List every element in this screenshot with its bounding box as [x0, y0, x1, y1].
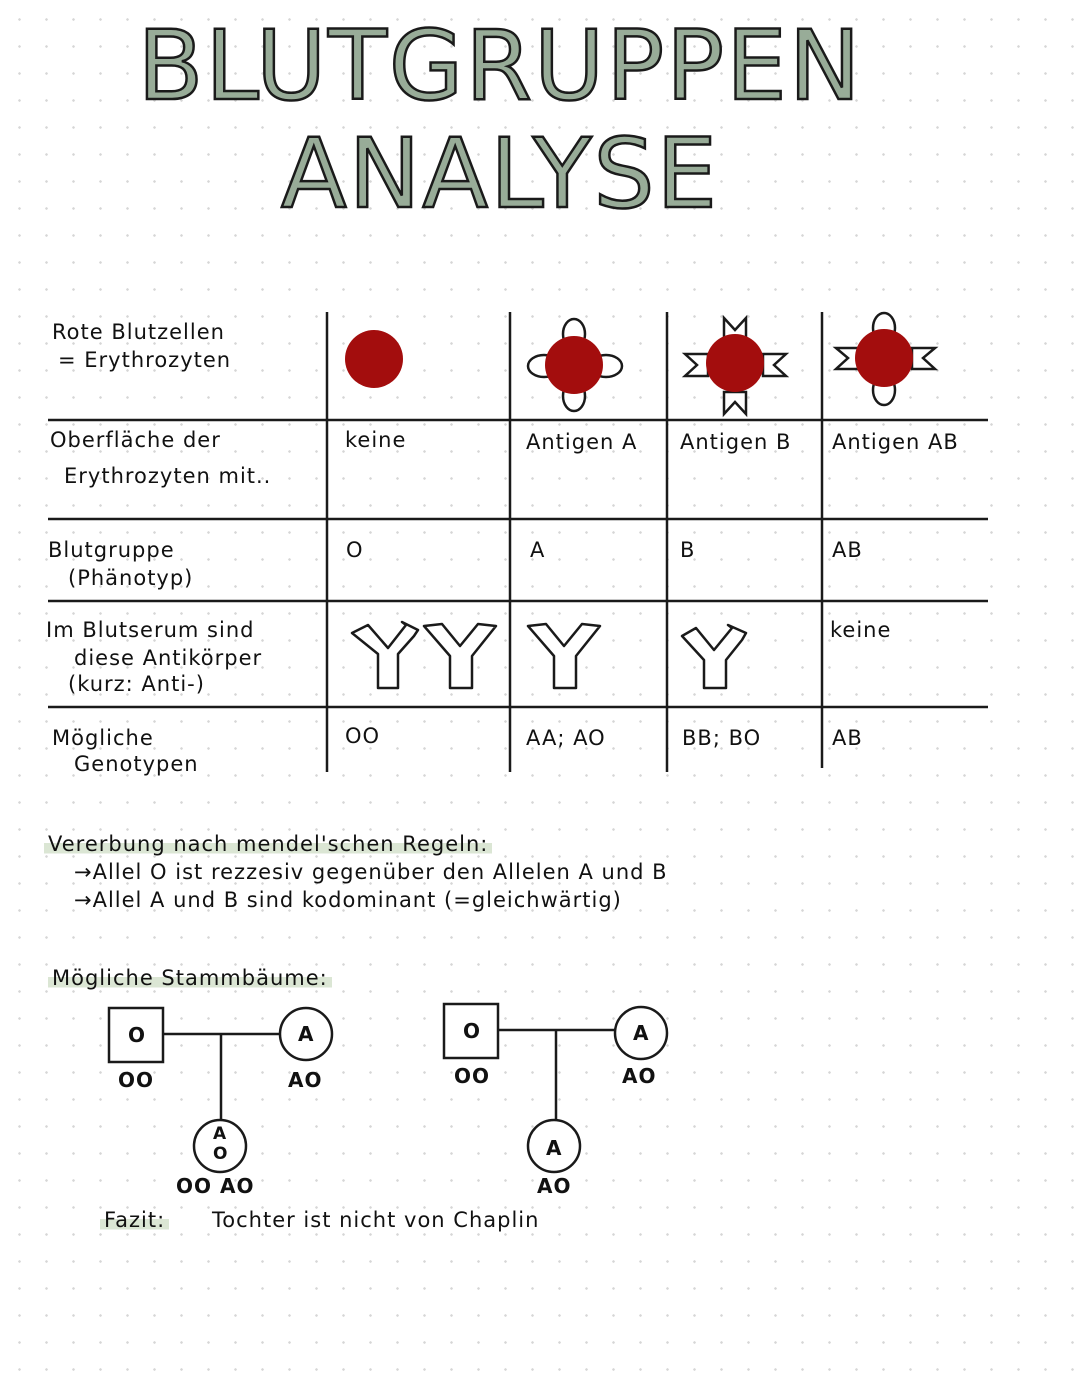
- antibody-anti-b-icon: [528, 624, 600, 688]
- row-label-surface: Oberfläche der: [50, 428, 221, 452]
- row-label-antibodies-sub: diese Antikörper: [74, 646, 263, 670]
- pedigree-child-genotypes: OO AO: [176, 1174, 255, 1198]
- table-cell: O: [346, 538, 364, 562]
- pedigree-father-label: O: [128, 1023, 147, 1047]
- page-title: BLUTGRUPPEN: [137, 10, 863, 122]
- pedigree-father-label: O: [463, 1019, 482, 1043]
- pedigree-child-label-top: A: [213, 1124, 228, 1144]
- antibody-anti-a-icon: [424, 624, 496, 688]
- pedigree-mother-label: A: [633, 1021, 650, 1045]
- conclusion-label: Fazit:: [100, 1206, 169, 1234]
- red-blood-cell-antigen-b-icon: [685, 318, 786, 414]
- antibody-anti-b-icon: [352, 622, 418, 688]
- row-label-surface-sub: Erythrozyten mit..: [64, 464, 272, 488]
- pedigree-father-genotype: OO: [454, 1064, 491, 1088]
- table-cell: Antigen AB: [832, 430, 959, 454]
- pedigree-child-genotype: AO: [537, 1174, 572, 1198]
- pedigree-mother-genotype: AO: [288, 1068, 323, 1092]
- row-label-genotypes-sub: Genotypen: [74, 752, 199, 776]
- red-blood-cell-antigen-a-icon: [528, 319, 622, 411]
- table-cell: BB; BO: [682, 726, 762, 750]
- table-cell: AA; AO: [526, 726, 606, 750]
- antibody-anti-a-icon: [682, 625, 746, 688]
- pedigree-mother-label: A: [298, 1022, 315, 1046]
- table-cell: keine: [830, 618, 892, 642]
- inheritance-heading: Vererbung nach mendel'schen Regeln:: [44, 830, 492, 858]
- table-cell: Antigen A: [526, 430, 638, 454]
- table-cell: keine: [345, 428, 407, 452]
- inheritance-rule-1: →Allel O ist rezzesiv gegenüber den Allelen A und B: [74, 860, 668, 884]
- row-label-blood-group: Blutgruppe: [48, 538, 175, 562]
- table-cell: B: [680, 538, 696, 562]
- red-blood-cell-antigen-ab-icon: [836, 313, 935, 405]
- pedigree-mother-genotype: AO: [622, 1064, 657, 1088]
- inheritance-rule-2: →Allel A und B sind kodominant (=gleichwärtig): [74, 888, 622, 912]
- page-subtitle: ANALYSE: [280, 118, 720, 230]
- table-cell: OO: [345, 724, 381, 748]
- row-label-erythrocytes: Rote Blutzellen: [52, 320, 225, 344]
- table-cell: AB: [832, 726, 863, 750]
- pedigree-child-label-bottom: O: [213, 1144, 229, 1164]
- red-blood-cell-icon: [345, 330, 403, 388]
- conclusion-text: Tochter ist nicht von Chaplin: [212, 1208, 540, 1232]
- table-cell: Antigen B: [680, 430, 792, 454]
- pedigree-father-genotype: OO: [118, 1068, 155, 1092]
- row-label-erythrocytes-sub: = Erythrozyten: [58, 348, 232, 372]
- row-label-blood-group-sub: (Phänotyp): [68, 566, 194, 590]
- table-cell: AB: [832, 538, 863, 562]
- row-label-antibodies-short: (kurz: Anti-): [68, 672, 205, 696]
- pedigree-heading: Mögliche Stammbäume:: [48, 964, 332, 992]
- row-label-antibodies: Im Blutserum sind: [46, 618, 255, 642]
- table-cell: A: [530, 538, 546, 562]
- row-label-genotypes: Mögliche: [52, 726, 154, 750]
- pedigree-child-label: A: [546, 1136, 563, 1160]
